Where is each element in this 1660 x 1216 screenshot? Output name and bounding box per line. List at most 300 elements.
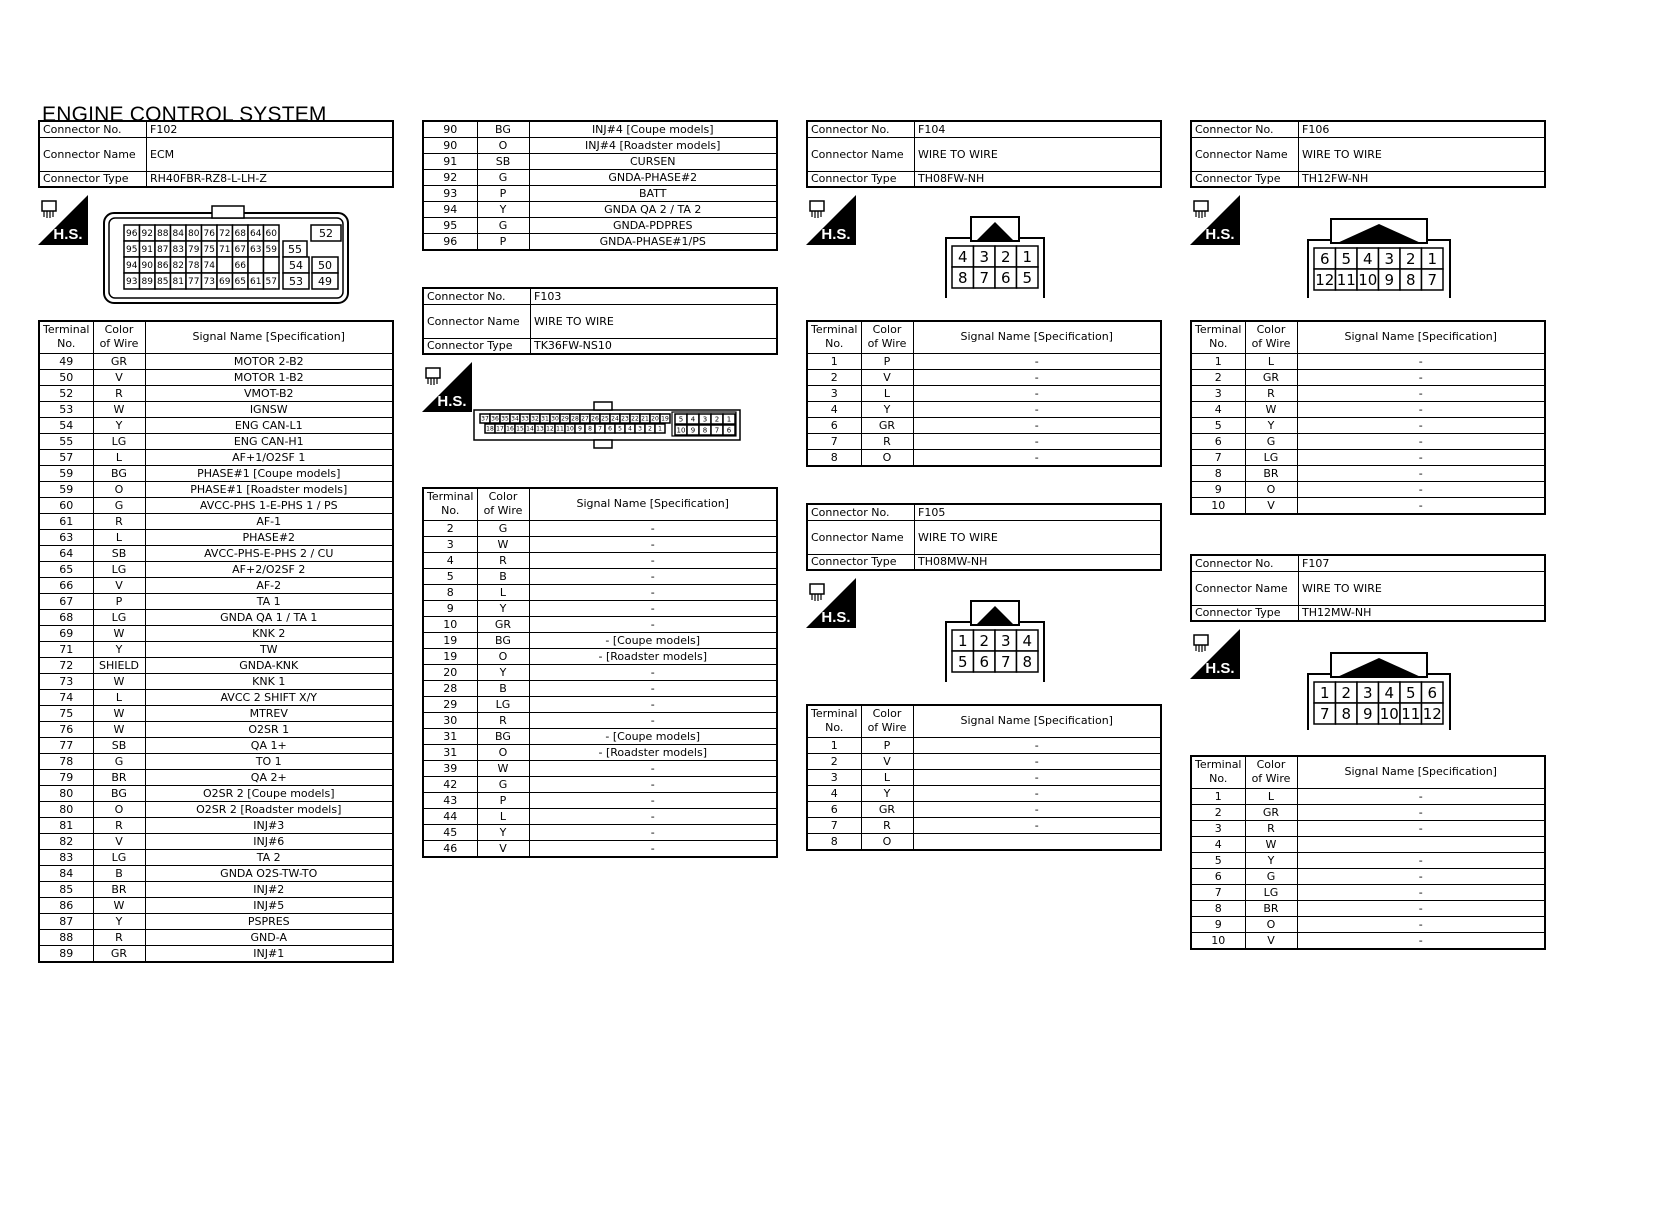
pin-number: 68 (234, 229, 246, 240)
svg-text:H.S.: H.S. (53, 226, 83, 243)
connector-pin (171, 273, 187, 289)
harness-side-icon (806, 578, 856, 628)
pin-number: 24 (611, 415, 619, 423)
terminal-no-cell: 1 (1191, 353, 1245, 369)
wire-color-cell: G (477, 170, 529, 186)
wire-color-cell: P (93, 593, 145, 609)
pin-number: 11 (1336, 270, 1356, 289)
f107-connector-type: TH12MW-NH (1299, 605, 1546, 621)
pin-number: 8 (1341, 704, 1352, 723)
table-row (423, 536, 777, 552)
wire-color-cell: BG (477, 121, 529, 138)
terminal-no-cell: 9 (423, 600, 477, 616)
connector-pin (312, 257, 338, 273)
terminal-no-header: Terminal No. (807, 705, 861, 737)
terminal-no-cell: 60 (39, 497, 93, 513)
table-row (423, 584, 777, 600)
f104-connector-no: F104 (915, 121, 1162, 137)
table-row (39, 481, 393, 497)
connector-pin (186, 225, 202, 241)
pin-number: 3 (1362, 683, 1373, 702)
wire-color-header: Color of Wire (861, 705, 913, 737)
wire-color-cell: SB (93, 545, 145, 561)
signal-name-cell: INJ#4 [Coupe models] (529, 121, 777, 138)
pin-number: 30 (551, 415, 559, 423)
pin-number: 91 (141, 245, 153, 256)
pin-number: 1 (1319, 683, 1330, 702)
terminal-no-cell: 4 (1191, 401, 1245, 417)
pin-number: 8 (702, 426, 708, 435)
table-row (39, 673, 393, 689)
pin-number: 7 (598, 425, 602, 433)
connector-name-label: Connector Name (423, 304, 531, 338)
table-row (39, 705, 393, 721)
wire-color-cell: O (477, 744, 529, 760)
connector-pin (660, 414, 670, 423)
terminal-no-cell: 7 (807, 433, 861, 449)
wire-color-cell: BR (1245, 465, 1297, 481)
pin-number: 7 (1427, 270, 1438, 289)
pin-number: 61 (250, 277, 262, 288)
connector-pin (1400, 269, 1422, 290)
pin-number: 21 (641, 415, 649, 423)
signal-name-cell: - (1297, 916, 1545, 932)
connector-pin (650, 414, 660, 423)
f103-connector-name: WIRE TO WIRE (531, 304, 778, 338)
connector-pin (1314, 269, 1336, 290)
connector-pin (217, 273, 233, 289)
f105-connector-name: WIRE TO WIRE (915, 520, 1162, 554)
table-row (39, 689, 393, 705)
signal-name-cell: - (529, 712, 777, 728)
connector-no-label: Connector No. (807, 121, 915, 137)
terminal-no-cell: 39 (423, 760, 477, 776)
pin-number: 6 (1319, 249, 1330, 268)
table-row (39, 929, 393, 945)
pin-number: 4 (690, 415, 696, 424)
connector-pin (202, 225, 218, 241)
terminal-no-cell: 72 (39, 657, 93, 673)
pin-number: 89 (141, 277, 153, 288)
terminal-no-cell: 6 (807, 801, 861, 817)
pin-number: 8 (588, 425, 592, 433)
f103-info-table (422, 287, 778, 355)
wire-color-cell: Y (861, 401, 913, 417)
f105-terminal-table (806, 704, 1162, 851)
wire-color-cell: LG (1245, 884, 1297, 900)
terminal-no-cell: 78 (39, 753, 93, 769)
signal-name-cell: - (529, 840, 777, 857)
table-row (807, 769, 1161, 785)
terminal-no-cell: 73 (39, 673, 93, 689)
table-row (423, 792, 777, 808)
wire-color-cell: G (477, 218, 529, 234)
terminal-no-cell: 2 (1191, 804, 1245, 820)
table-row (1191, 417, 1545, 433)
connector-pin (995, 630, 1017, 651)
table-row (39, 529, 393, 545)
connector-pin (495, 424, 505, 433)
pin-number: 84 (172, 229, 184, 240)
connector-pin (995, 246, 1017, 267)
table-row (423, 600, 777, 616)
connector-pin (595, 424, 605, 433)
connector-pin (640, 414, 650, 423)
wire-color-header: Color of Wire (861, 321, 913, 353)
connector-pin (550, 414, 560, 423)
signal-name-cell: - (913, 785, 1161, 801)
wire-color-cell: R (93, 513, 145, 529)
signal-name-cell: - (1297, 804, 1545, 820)
connector-pin (555, 424, 565, 433)
connector-pin (1017, 267, 1039, 288)
connector-pin (699, 425, 711, 435)
connector-name-label: Connector Name (807, 137, 915, 171)
f107-info-table (1190, 554, 1546, 622)
harness-side-icon (806, 195, 856, 245)
table-row (39, 881, 393, 897)
terminal-no-cell: 65 (39, 561, 93, 577)
signal-name-cell: - (913, 369, 1161, 385)
wire-color-cell: R (1245, 385, 1297, 401)
pin-number: 9 (690, 426, 696, 435)
connector-pin (590, 414, 600, 423)
signal-name-cell: MOTOR 2-B2 (145, 353, 393, 369)
f106-terminal-table (1190, 320, 1546, 515)
connector-pin (217, 241, 233, 257)
connector-pin (620, 414, 630, 423)
signal-name-cell: - (913, 385, 1161, 401)
table-row (39, 769, 393, 785)
signal-name-cell: TW (145, 641, 393, 657)
table-row (39, 721, 393, 737)
terminal-no-cell: 9 (1191, 481, 1245, 497)
wire-color-cell: W (1245, 836, 1297, 852)
connector-pin (675, 414, 687, 424)
table-row (423, 170, 777, 186)
connector-pin (1357, 269, 1379, 290)
table-row (1191, 449, 1545, 465)
terminal-no-cell: 6 (807, 417, 861, 433)
pin-number: 3 (979, 247, 990, 266)
connector-pin (630, 414, 640, 423)
signal-name-cell: - (1297, 868, 1545, 884)
connector-pin (155, 257, 171, 273)
table-row (1191, 932, 1545, 949)
signal-name-cell: - (1297, 852, 1545, 868)
terminal-no-cell: 7 (807, 817, 861, 833)
table-row (39, 513, 393, 529)
table-row (39, 545, 393, 561)
table-row (423, 202, 777, 218)
pin-number: 79 (188, 245, 200, 256)
terminal-no-cell: 79 (39, 769, 93, 785)
signal-name-cell: INJ#6 (145, 833, 393, 849)
connector-pin (264, 241, 280, 257)
table-row (1191, 433, 1545, 449)
connector-pin (699, 414, 711, 424)
terminal-no-cell: 3 (423, 536, 477, 552)
connector-pin (233, 225, 249, 241)
signal-name-cell: - (1297, 481, 1545, 497)
wire-color-cell: Y (93, 417, 145, 433)
connector-pin (952, 630, 974, 651)
signal-name-cell: GND-A (145, 929, 393, 945)
terminal-no-cell: 29 (423, 696, 477, 712)
pin-number: 4 (957, 247, 968, 266)
signal-name-cell: AVCC-PHS 1-E-PHS 1 / PS (145, 497, 393, 513)
terminal-no-cell: 71 (39, 641, 93, 657)
wire-color-cell: V (477, 840, 529, 857)
pin-number: 9 (1362, 704, 1373, 723)
f103-connector-no: F103 (531, 288, 778, 304)
svg-text:H.S.: H.S. (821, 609, 851, 626)
terminal-no-cell: 63 (39, 529, 93, 545)
wire-color-cell: W (93, 673, 145, 689)
signal-name-header: Signal Name [Specification] (913, 705, 1161, 737)
connector-pin (952, 267, 974, 288)
pin-number: 27 (581, 415, 589, 423)
signal-name-cell: - (1297, 932, 1545, 949)
wire-color-cell: V (93, 369, 145, 385)
signal-name-cell: - (913, 801, 1161, 817)
wire-color-cell: BG (477, 632, 529, 648)
pin-number: 55 (288, 242, 302, 256)
wire-color-cell: G (1245, 433, 1297, 449)
terminal-no-cell: 89 (39, 945, 93, 962)
connector-type-label: Connector Type (39, 171, 147, 187)
pin-number: 18 (486, 425, 494, 433)
wire-color-cell: GR (93, 945, 145, 962)
table-row (39, 593, 393, 609)
connector-pin (283, 241, 307, 257)
terminal-no-cell: 4 (807, 401, 861, 417)
table-row (423, 138, 777, 154)
terminal-no-cell: 3 (807, 769, 861, 785)
wire-color-cell: BG (93, 785, 145, 801)
connector-pin (171, 241, 187, 257)
connector-pin (505, 424, 515, 433)
table-row (807, 385, 1161, 401)
wire-color-cell: BR (1245, 900, 1297, 916)
svg-text:H.S.: H.S. (1205, 226, 1235, 243)
wire-color-cell: V (1245, 932, 1297, 949)
terminal-no-cell: 46 (423, 840, 477, 857)
terminal-no-cell: 95 (423, 218, 477, 234)
table-row (423, 728, 777, 744)
terminal-no-cell: 19 (423, 632, 477, 648)
signal-name-cell: - (913, 753, 1161, 769)
wire-color-header: Color of Wire (1245, 756, 1297, 788)
pin-number: 2 (714, 415, 720, 424)
pin-number: 33 (521, 415, 529, 423)
f107-connector-no: F107 (1299, 555, 1546, 571)
pin-number: 60 (265, 229, 277, 240)
terminal-no-cell: 6 (1191, 868, 1245, 884)
table-row (1191, 868, 1545, 884)
pin-number: 8 (1022, 652, 1033, 671)
terminal-no-cell: 55 (39, 433, 93, 449)
pin-number: 37 (481, 415, 489, 423)
table-row (423, 186, 777, 202)
table-row (807, 785, 1161, 801)
connector-pin (515, 424, 525, 433)
terminal-no-cell: 1 (1191, 788, 1245, 804)
table-row (39, 385, 393, 401)
connector-pin (1400, 703, 1422, 724)
connector-type-label: Connector Type (423, 338, 531, 354)
pin-number: 32 (531, 415, 539, 423)
table-row (807, 753, 1161, 769)
f107-terminal-table (1190, 755, 1546, 950)
connector-pin (480, 414, 490, 423)
pin-number: 6 (1000, 268, 1011, 287)
signal-name-cell: - (529, 808, 777, 824)
signal-name-cell: INJ#1 (145, 945, 393, 962)
table-row (423, 121, 777, 138)
terminal-no-cell: 84 (39, 865, 93, 881)
terminal-no-header: Terminal No. (807, 321, 861, 353)
signal-name-cell: - (1297, 788, 1545, 804)
connector-pin (264, 257, 280, 273)
signal-name-cell: - (1297, 449, 1545, 465)
terminal-no-cell: 31 (423, 744, 477, 760)
terminal-no-header: Terminal No. (1191, 321, 1245, 353)
connector-pin (283, 273, 309, 289)
signal-name-cell: GNDA O2S-TW-TO (145, 865, 393, 881)
table-row (1191, 369, 1545, 385)
signal-name-cell: - (529, 568, 777, 584)
pin-number: 10 (1379, 704, 1399, 723)
terminal-no-cell: 20 (423, 664, 477, 680)
table-row (807, 353, 1161, 369)
pin-number: 1 (957, 631, 968, 650)
signal-name-cell: QA 2+ (145, 769, 393, 785)
pin-number: 13 (536, 425, 544, 433)
wire-color-cell: LG (93, 849, 145, 865)
pin-number: 83 (172, 245, 184, 256)
pin-number: 12 (1315, 270, 1335, 289)
signal-name-cell: TO 1 (145, 753, 393, 769)
pin-number: 90 (141, 261, 153, 272)
pin-number: 65 (234, 277, 246, 288)
wire-color-cell: BR (93, 881, 145, 897)
signal-name-cell: VMOT-B2 (145, 385, 393, 401)
signal-name-cell: GNDA QA 2 / TA 2 (529, 202, 777, 218)
terminal-no-cell: 7 (1191, 449, 1245, 465)
signal-name-cell: KNK 2 (145, 625, 393, 641)
connector-pin (140, 257, 156, 273)
terminal-no-cell: 2 (423, 520, 477, 536)
terminal-no-cell: 67 (39, 593, 93, 609)
table-row (423, 712, 777, 728)
f103-connector-diagram (472, 400, 742, 452)
terminal-no-cell: 81 (39, 817, 93, 833)
wire-color-cell: R (861, 817, 913, 833)
signal-name-cell: - (1297, 497, 1545, 514)
terminal-no-cell: 82 (39, 833, 93, 849)
table-row (807, 401, 1161, 417)
terminal-no-cell: 9 (1191, 916, 1245, 932)
signal-name-header: Signal Name [Specification] (145, 321, 393, 353)
wire-color-cell: LG (93, 433, 145, 449)
table-row (1191, 481, 1545, 497)
connector-pin (952, 651, 974, 672)
pin-number: 87 (157, 245, 169, 256)
terminal-no-cell: 93 (423, 186, 477, 202)
pin-number: 95 (126, 245, 138, 256)
connector-pin (1357, 703, 1379, 724)
signal-name-cell: - (529, 616, 777, 632)
terminal-no-cell: 6 (1191, 433, 1245, 449)
connector-pin (580, 414, 590, 423)
signal-name-cell: O2SR 2 [Roadster models] (145, 801, 393, 817)
pin-number: 8 (957, 268, 968, 287)
terminal-no-cell: 19 (423, 648, 477, 664)
terminal-no-cell: 10 (423, 616, 477, 632)
table-row (39, 945, 393, 962)
wire-color-cell: SHIELD (93, 657, 145, 673)
connector-pin (1400, 248, 1422, 269)
connector-pin (540, 414, 550, 423)
signal-name-header: Signal Name [Specification] (1297, 756, 1545, 788)
table-row (1191, 788, 1545, 804)
table-row (39, 913, 393, 929)
connector-pin (217, 257, 233, 273)
signal-name-cell: PHASE#2 (145, 529, 393, 545)
connector-pin (1379, 269, 1401, 290)
pin-number: 10 (1358, 270, 1378, 289)
pin-number: 2 (648, 425, 652, 433)
connector-pin (570, 414, 580, 423)
connector-pin (995, 267, 1017, 288)
wire-color-cell: GR (93, 353, 145, 369)
wire-color-cell: Y (1245, 852, 1297, 868)
terminal-no-cell: 54 (39, 417, 93, 433)
connector-pin (171, 257, 187, 273)
signal-name-cell: TA 1 (145, 593, 393, 609)
pin-number: 96 (126, 229, 138, 240)
signal-name-cell: AF-2 (145, 577, 393, 593)
terminal-no-cell: 10 (1191, 932, 1245, 949)
wire-color-cell: B (93, 865, 145, 881)
terminal-no-cell: 90 (423, 138, 477, 154)
pin-number: 5 (1022, 268, 1033, 287)
pin-number: 28 (571, 415, 579, 423)
signal-name-cell: - (913, 817, 1161, 833)
terminal-no-cell: 2 (1191, 369, 1245, 385)
pin-number: 9 (578, 425, 582, 433)
signal-name-cell: AF+2/O2SF 2 (145, 561, 393, 577)
terminal-no-cell: 8 (807, 449, 861, 466)
table-row (423, 760, 777, 776)
terminal-no-cell: 96 (423, 234, 477, 251)
pin-number: 94 (126, 261, 138, 272)
pin-number: 49 (318, 274, 332, 288)
table-row (423, 648, 777, 664)
wire-color-cell: Y (477, 202, 529, 218)
table-row (423, 234, 777, 251)
f106-connector-type: TH12FW-NH (1299, 171, 1546, 187)
signal-name-cell: ENG CAN-H1 (145, 433, 393, 449)
wire-color-cell: W (93, 625, 145, 641)
table-row (1191, 353, 1545, 369)
connector-pin (283, 257, 309, 273)
signal-name-cell: MOTOR 1-B2 (145, 369, 393, 385)
signal-name-cell: - (529, 792, 777, 808)
terminal-no-cell: 3 (1191, 820, 1245, 836)
terminal-no-cell: 83 (39, 849, 93, 865)
